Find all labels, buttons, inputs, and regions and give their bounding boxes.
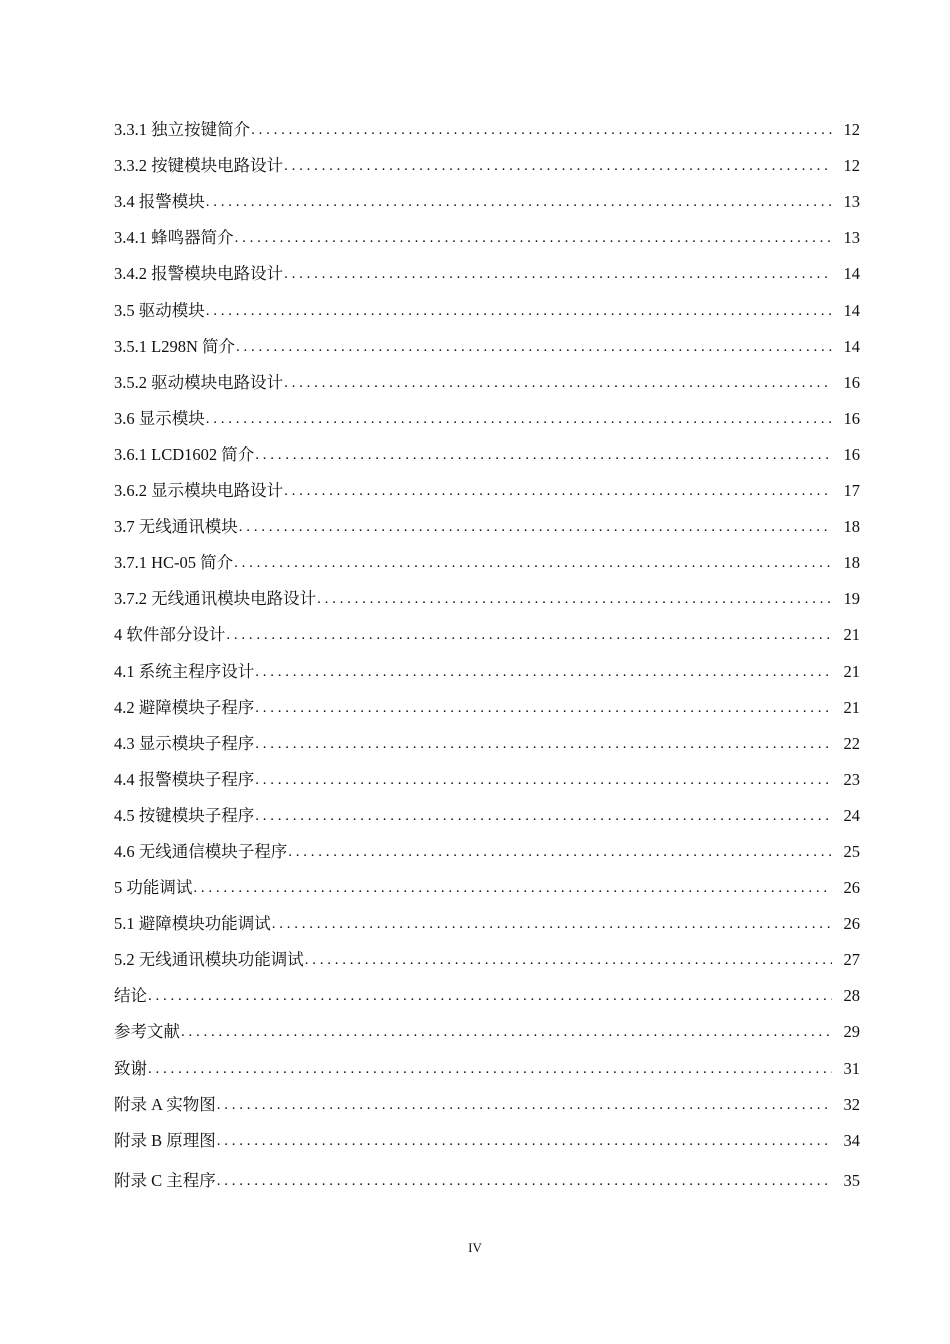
table-of-contents	[114, 112, 860, 1199]
toc-leader-dots	[181, 1014, 832, 1050]
toc-leader-dots	[148, 1051, 832, 1087]
toc-leader-dots	[255, 798, 832, 834]
toc-leader-dots	[148, 978, 832, 1014]
page-number: IV	[468, 1240, 482, 1255]
toc-entry[interactable]	[114, 906, 860, 942]
toc-entry-title: 结论	[114, 986, 147, 1006]
toc-entry-title: 3.4.1 蜂鸣器简介	[114, 228, 234, 248]
toc-entry-title: 3.6.1 LCD1602 简介	[114, 444, 255, 464]
toc-entry[interactable]	[114, 473, 860, 509]
toc-entry[interactable]	[114, 1159, 860, 1199]
toc-entry-page: 34	[843, 1130, 860, 1150]
toc-leader-dots	[217, 1087, 832, 1123]
toc-entry[interactable]	[114, 870, 860, 906]
toc-entry[interactable]	[114, 220, 860, 256]
toc-entry-title: 5 功能调试	[114, 878, 193, 898]
toc-entry-title: 附录 C 主程序	[114, 1170, 216, 1190]
toc-entry-page: 18	[843, 553, 860, 573]
toc-entry-page: 17	[843, 481, 860, 501]
toc-entry-title: 附录 A 实物图	[114, 1094, 216, 1114]
toc-leader-dots	[235, 220, 832, 256]
toc-entry[interactable]	[114, 292, 860, 328]
toc-entry[interactable]	[114, 1050, 860, 1086]
toc-entry[interactable]	[114, 401, 860, 437]
toc-entry-title: 4.4 报警模块子程序	[114, 769, 255, 789]
toc-entry-page: 19	[843, 589, 860, 609]
toc-entry[interactable]	[114, 509, 860, 545]
toc-entry-page: 18	[843, 517, 860, 537]
toc-entry-title: 4.2 避障模块子程序	[114, 697, 255, 717]
toc-entry-page: 27	[843, 950, 860, 970]
toc-entry-page: 12	[843, 120, 860, 140]
toc-entry-title: 4.3 显示模块子程序	[114, 733, 255, 753]
toc-entry-page: 14	[843, 264, 860, 284]
toc-leader-dots	[226, 617, 832, 653]
toc-entry-page: 35	[843, 1170, 860, 1190]
toc-entry-title: 5.2 无线通讯模块功能调试	[114, 950, 304, 970]
toc-leader-dots	[193, 870, 832, 906]
toc-leader-dots	[251, 112, 832, 148]
toc-entry[interactable]	[114, 978, 860, 1014]
toc-leader-dots	[255, 437, 832, 473]
toc-entry-page: 13	[843, 228, 860, 248]
toc-entry-page: 16	[843, 444, 860, 464]
toc-leader-dots	[284, 148, 832, 184]
toc-entry[interactable]	[114, 256, 860, 292]
toc-entry-page: 23	[843, 769, 860, 789]
toc-leader-dots	[239, 509, 832, 545]
toc-leader-dots	[255, 654, 832, 690]
toc-entry-page: 16	[843, 408, 860, 428]
toc-entry-title: 3.7 无线通讯模块	[114, 517, 238, 537]
toc-entry-page: 14	[843, 300, 860, 320]
toc-entry[interactable]	[114, 1087, 860, 1123]
toc-leader-dots	[284, 473, 832, 509]
toc-entry-title: 3.3.1 独立按键简介	[114, 120, 251, 140]
toc-entry[interactable]	[114, 148, 860, 184]
toc-leader-dots	[272, 906, 832, 942]
toc-entry-title: 致谢	[114, 1058, 147, 1078]
toc-entry-title: 3.7.2 无线通讯模块电路设计	[114, 589, 317, 609]
toc-entry-title: 5.1 避障模块功能调试	[114, 914, 271, 934]
toc-entry[interactable]	[114, 762, 860, 798]
toc-entry-page: 13	[843, 192, 860, 212]
toc-leader-dots	[288, 834, 832, 870]
toc-leader-dots	[234, 545, 832, 581]
toc-entry[interactable]	[114, 1014, 860, 1050]
toc-entry-page: 21	[843, 697, 860, 717]
toc-entry-title: 参考文献	[114, 1022, 180, 1042]
toc-entry-page: 26	[843, 914, 860, 934]
toc-leader-dots	[206, 184, 832, 220]
toc-entry-page: 22	[843, 733, 860, 753]
toc-entry[interactable]	[114, 726, 860, 762]
toc-entry-title: 4.1 系统主程序设计	[114, 661, 255, 681]
toc-entry[interactable]	[114, 942, 860, 978]
toc-entry-title: 3.4 报警模块	[114, 192, 205, 212]
toc-entry[interactable]	[114, 690, 860, 726]
toc-leader-dots	[206, 401, 832, 437]
toc-entry-title: 3.5 驱动模块	[114, 300, 205, 320]
toc-entry-page: 12	[843, 156, 860, 176]
toc-leader-dots	[217, 1123, 832, 1159]
toc-entry-title: 3.6 显示模块	[114, 408, 205, 428]
toc-entry[interactable]	[114, 1123, 860, 1159]
toc-entry[interactable]	[114, 834, 860, 870]
toc-entry-page: 29	[843, 1022, 860, 1042]
toc-entry-page: 21	[843, 661, 860, 681]
toc-leader-dots	[255, 690, 832, 726]
toc-entry-title: 3.3.2 按键模块电路设计	[114, 156, 284, 176]
toc-entry[interactable]	[114, 798, 860, 834]
toc-leader-dots	[317, 581, 832, 617]
toc-entry-title: 4.6 无线通信模块子程序	[114, 841, 288, 861]
toc-entry-page: 24	[843, 805, 860, 825]
toc-entry-page: 28	[843, 986, 860, 1006]
toc-entry[interactable]	[114, 545, 860, 581]
toc-entry[interactable]	[114, 581, 860, 617]
toc-entry-title: 3.5.2 驱动模块电路设计	[114, 372, 284, 392]
toc-entry[interactable]	[114, 365, 860, 401]
toc-entry-page: 25	[843, 841, 860, 861]
toc-entry[interactable]	[114, 112, 860, 148]
toc-entry[interactable]	[114, 437, 860, 473]
toc-entry-page: 21	[843, 625, 860, 645]
toc-entry[interactable]	[114, 653, 860, 689]
toc-entry-page: 14	[843, 336, 860, 356]
toc-leader-dots	[255, 726, 832, 762]
toc-entry-title: 4 软件部分设计	[114, 625, 226, 645]
toc-entry-title: 3.5.1 L298N 简介	[114, 336, 235, 356]
toc-entry-title: 附录 B 原理图	[114, 1130, 216, 1150]
toc-entry-page: 16	[843, 372, 860, 392]
toc-entry[interactable]	[114, 329, 860, 365]
toc-entry-title: 3.4.2 报警模块电路设计	[114, 264, 284, 284]
toc-leader-dots	[305, 942, 832, 978]
toc-leader-dots	[206, 293, 832, 329]
toc-entry-page: 32	[843, 1094, 860, 1114]
toc-leader-dots	[217, 1163, 832, 1199]
toc-entry-title: 4.5 按键模块子程序	[114, 805, 255, 825]
toc-entry[interactable]	[114, 617, 860, 653]
toc-leader-dots	[255, 762, 832, 798]
toc-leader-dots	[284, 256, 832, 292]
toc-entry-page: 31	[843, 1058, 860, 1078]
toc-leader-dots	[284, 365, 832, 401]
toc-entry-page: 26	[843, 878, 860, 898]
toc-entry-title: 3.6.2 显示模块电路设计	[114, 481, 284, 501]
toc-entry[interactable]	[114, 184, 860, 220]
toc-leader-dots	[236, 329, 832, 365]
toc-entry-title: 3.7.1 HC-05 简介	[114, 553, 234, 573]
